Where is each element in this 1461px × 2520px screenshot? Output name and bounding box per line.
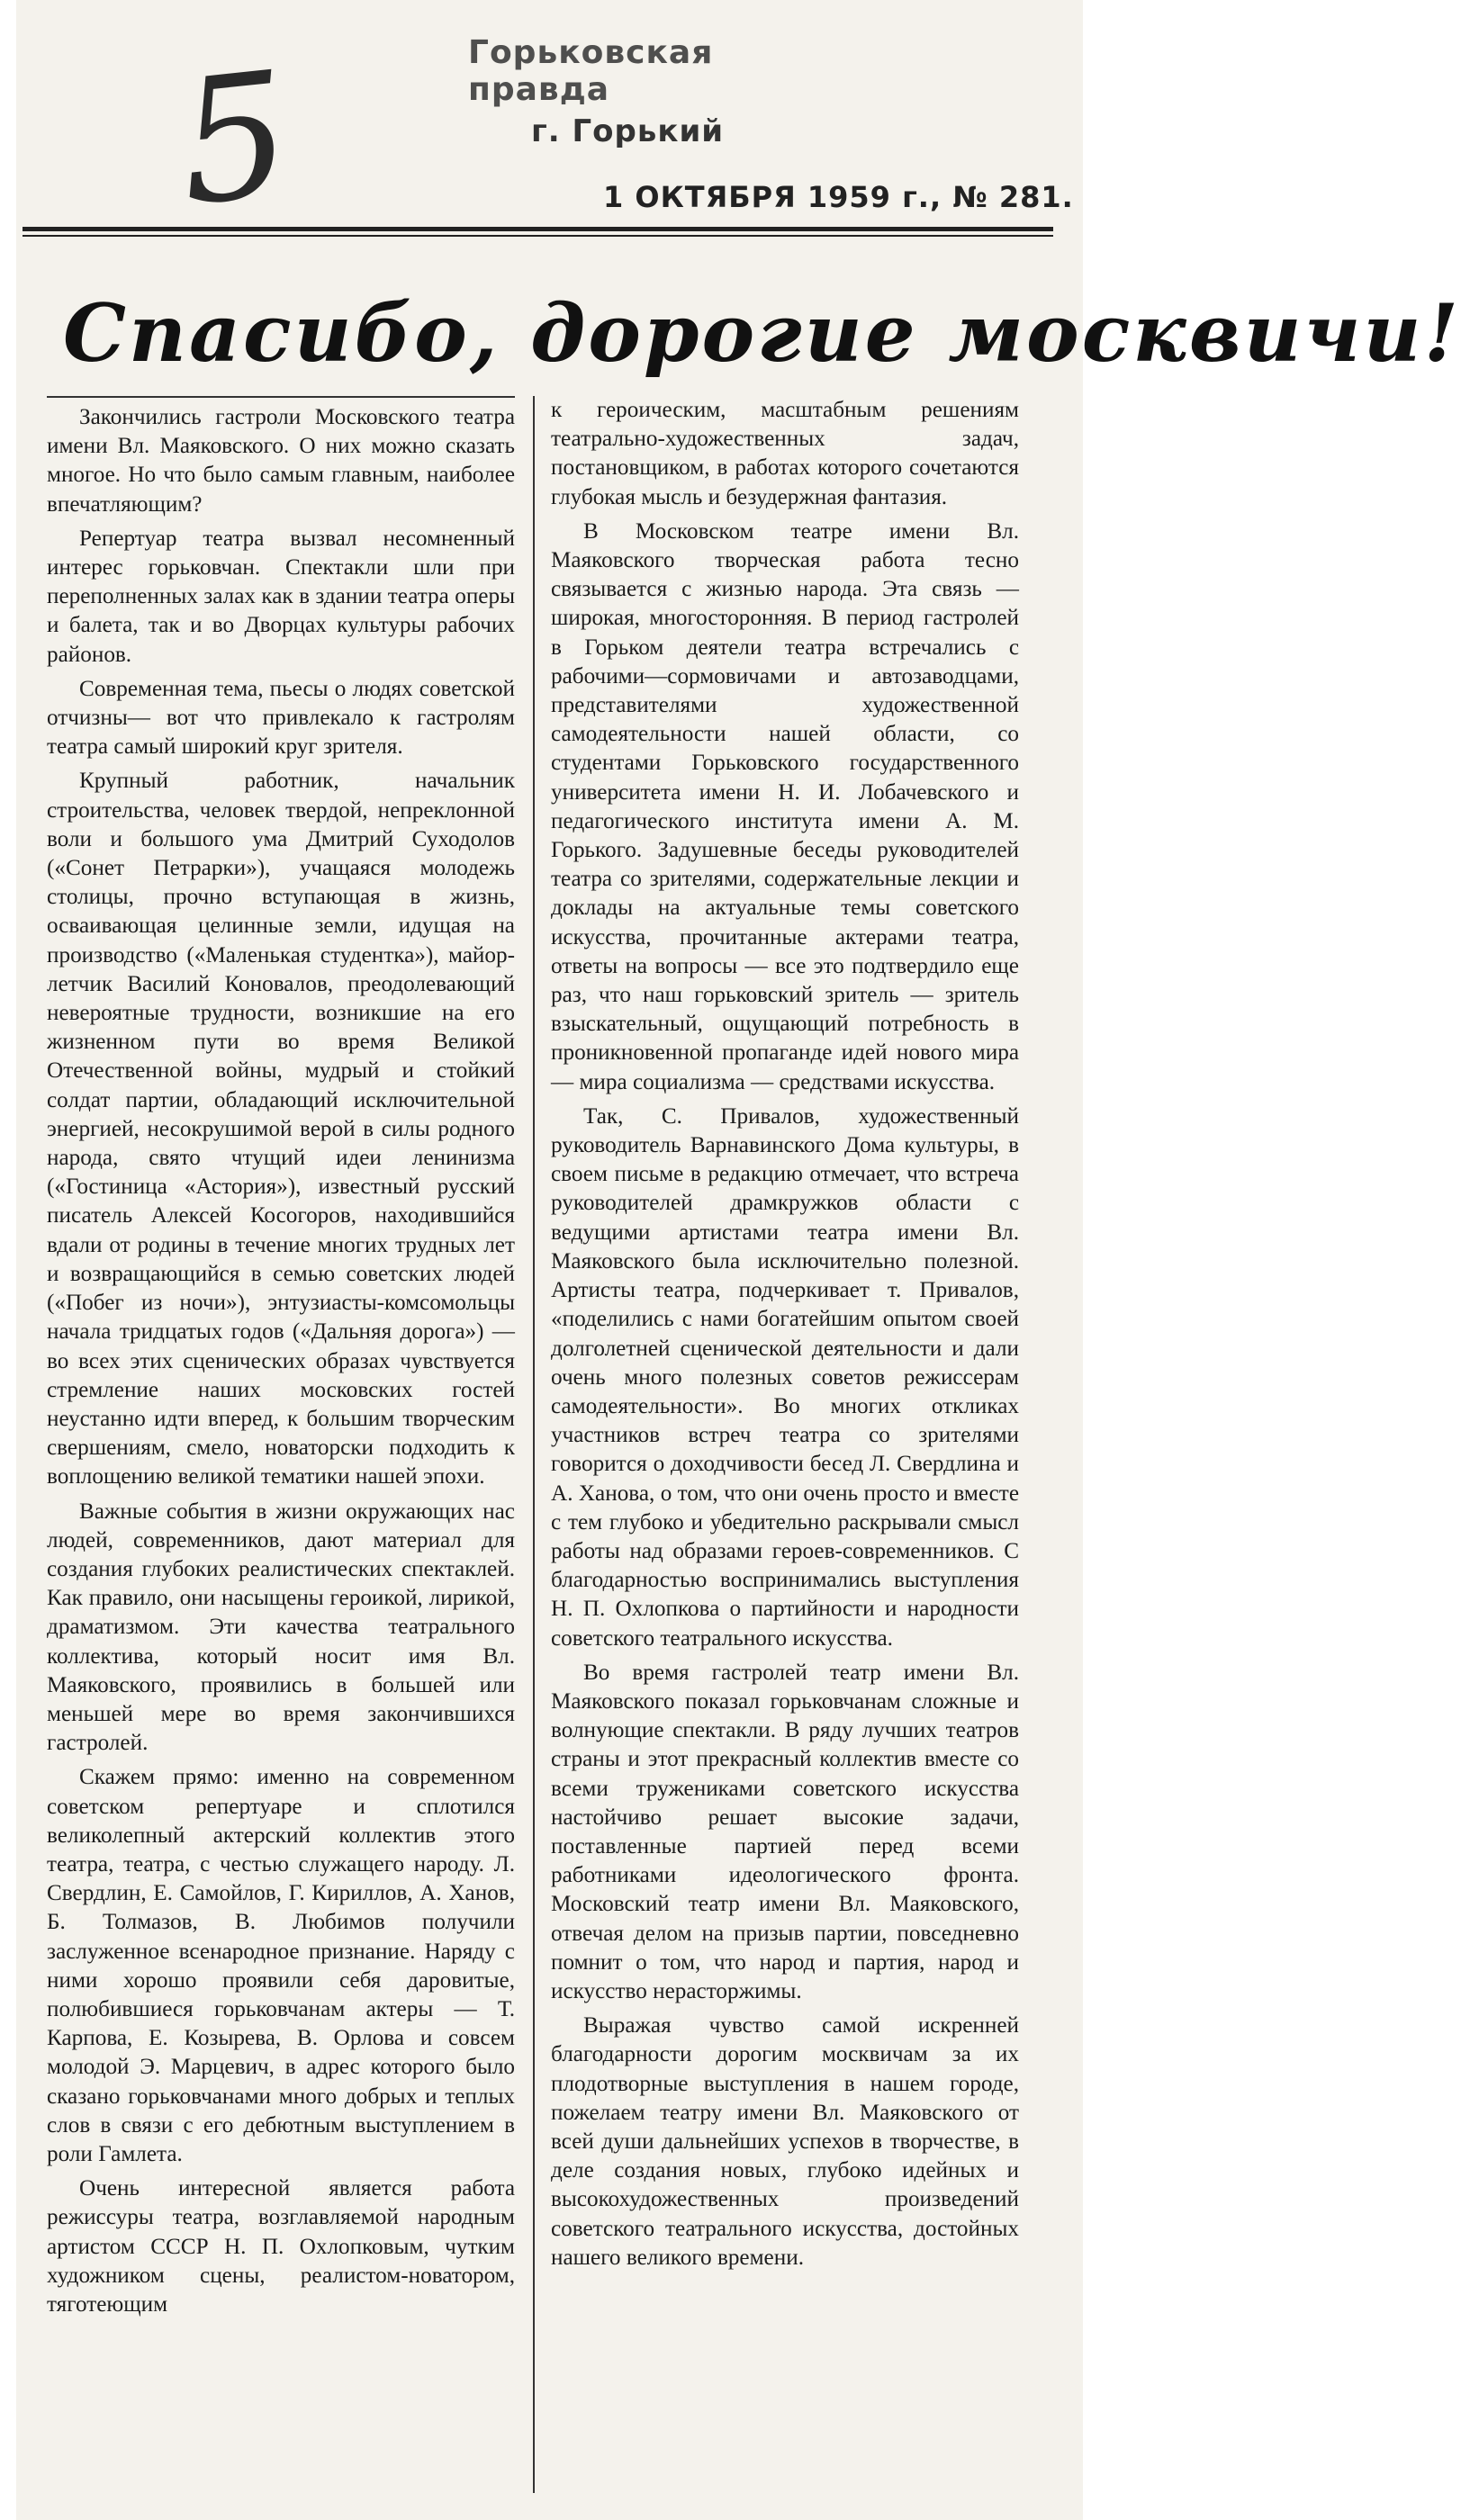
paragraph: к героическим, масштабным решениям театрально-художественных задач, постановщиком, в работах которого сочетаются глубокая мысль и безудержная фантазия. <box>551 398 1019 509</box>
paragraph: Очень интересной является работа режиссуры театра, возглавляемой народным артистом СССР Н. П. Охлопковым, чутким художником сцены, реалистом-новатором, тяготеющим <box>47 2176 515 2317</box>
paragraph: Выражая чувство самой искренней благодарности дорогим москвичам за их плодотворные выступления в нашем городе, пожелаем театру имени Вл. Маяковского от всей души дальнейших успехов в творчестве, в деле создания новых, глубоко идейных и высокохудожественных произведений советского театрального искусства, достойных нашего великого времени. <box>551 2013 1019 2270</box>
article-column-left <box>47 396 515 2325</box>
paragraph: Так, С. Привалов, художественный руководитель Варнавинского Дома культуры, в своем письме в редакцию отмечает, что встреча руководителей драмкружков области с ведущими артистами театра имени Вл. Маяковского была исключительно полезной. Артисты театра, подчеркивает т. Привалов, «поделились с нами богатейшим опытом своей долголетней сценической деятельности и дали очень много полезных советов режиссерам самодеятельности». Во многих откликах участников встреч театра со зрителями говорится о доходчивости бесед Л. Свердлина и А. Ханова, о том, что они очень просто и вместе с тем глубоко и убедительно раскрывали смысл работы над образами героев-современников. С благодарностью воспринимались выступления Н. П. Охлопкова о партийности и народности советского театрального искусства. <box>551 1103 1019 1651</box>
paragraph: Крупный работник, начальник строительства, человек твердой, непреклонной воли и большого ума Дмитрий Суходолов («Сонет Петрарки»), учащаяся молодежь столицы, прочно вступающая в жизнь, осваивающая целинные земли, идущая на производство («Маленькая студентка»), майор-летчик Василий Коновалов, преодолевающий невероятные трудности, возникшие на его жизненном пути во время Великой Отечественной войны, мудрый и стойкий солдат партии, обладающий исключительной энергией, несокрушимой верой в силы родного народа, свято чтущий идеи ленинизма («Гостиница «Астория»), известный русский писатель Алексей Косогоров, находившийся вдали от родины в течение многих трудных лет и возвращающийся в семью советских людей («Побег из ночи»), энтузиасты-комсомольцы начала тридцатых годов («Дальняя дорога») — во всех этих сценических образах чувствуется стремление наших московских гостей неустанно идти вперед, к большим творческим свершениям, смело, новаторски подходить к воплощению великой тематики нашей эпохи. <box>47 769 515 1490</box>
column-divider <box>533 396 535 2493</box>
newspaper-name: Горьковская правда <box>468 34 714 108</box>
handwritten-page-number: 5 <box>169 34 300 244</box>
city-name: г. Горький <box>531 113 725 149</box>
article-column-right <box>551 396 1019 2278</box>
header-rule <box>23 227 1053 237</box>
paragraph: Современная тема, пьесы о людях советской отчизны— вот что привлекало к гастролям театра самый широкий круг зрителя. <box>47 676 515 760</box>
article-headline: Спасибо, дорогие москвичи! <box>63 286 1461 380</box>
paragraph: Скажем прямо: именно на современном советском репертуаре и сплотился великолепный актерский коллектив этого театра, театра, с честью служащего народу. Л. Свердлин, Е. Самойлов, Г. Кириллов, А. Ханов, Б. Толмазов, В. Любимов получили заслуженное всенародное признание. Наряду с ними хорошо проявили себя даровитые, полюбившиеся горьковчанам актеры — Т. Карпова, Е. Козырева, В. Орлова и совсем молодой Э. Марцевич, в адрес которого было сказано горьковчанами много добрых и теплых слов в связи с его дебютным выступлением в роли Гамлета. <box>47 1765 515 2166</box>
source-stamp <box>468 34 828 149</box>
issue-date: 1 ОКТЯБРЯ 1959 г., № 281. <box>603 180 1074 214</box>
paragraph: В Московском театре имени Вл. Маяковского творческая работа тесно связывается с жизнью народа. Эта связь — широкая, многосторонняя. В период гастролей в Горьком деятели театра встречались с рабочими—сормовичами и автозаводцами, представителями художественной самодеятельности нашей области, со студентами Горьковского государственного университета имени Н. И. Лобачевского и педагогического института имени А. М. Горького. Задушевные беседы руководителей театра со зрителями, содержательные лекции и доклады на актуальные темы советского искусства, прочитанные актерами театра, ответы на вопросы — все это подтвердило еще раз, что наш горьковский зритель — зритель взыскательный, ощущающий потребность в проникновенной пропаганде идей нового мира — мира социализма — средствами искусства. <box>551 518 1019 1094</box>
paragraph: Важные события в жизни окружающих нас людей, современников, дают материал для создания глубоких реалистических спектаклей. Как правило, они насыщены героикой, лирикой, драматизмом. Эти качества театрального коллектива, который носит имя Вл. Маяковского, проявились в большей или меньшей мере во время закончившихся гастролей. <box>47 1498 515 1756</box>
paragraph: Во время гастролей театр имени Вл. Маяковского показал горьковчанам сложные и волнующие спектакли. В ряду лучших театров страны и этот прекрасный коллектив вместе со всеми тружениками советского искусства настойчиво решает высокие задачи, поставленные партией перед всеми работниками идеологического фронта. Московский театр имени Вл. Маяковского, отвечая делом на призыв партии, повседневно помнит о том, что народ и партия, народ и искусство нерасторжимы. <box>551 1660 1019 2003</box>
paragraph: Репертуар театра вызвал несомненный интерес горьковчан. Спектакли шли при переполненных залах как в здании театра оперы и балета, так и во Дворцах культуры рабочих районов. <box>47 526 515 667</box>
paragraph: Закончились гастроли Московского театра имени Вл. Маяковского. О них можно сказать многое. Но что было самым главным, наиболее впечатляющим? <box>47 405 515 517</box>
